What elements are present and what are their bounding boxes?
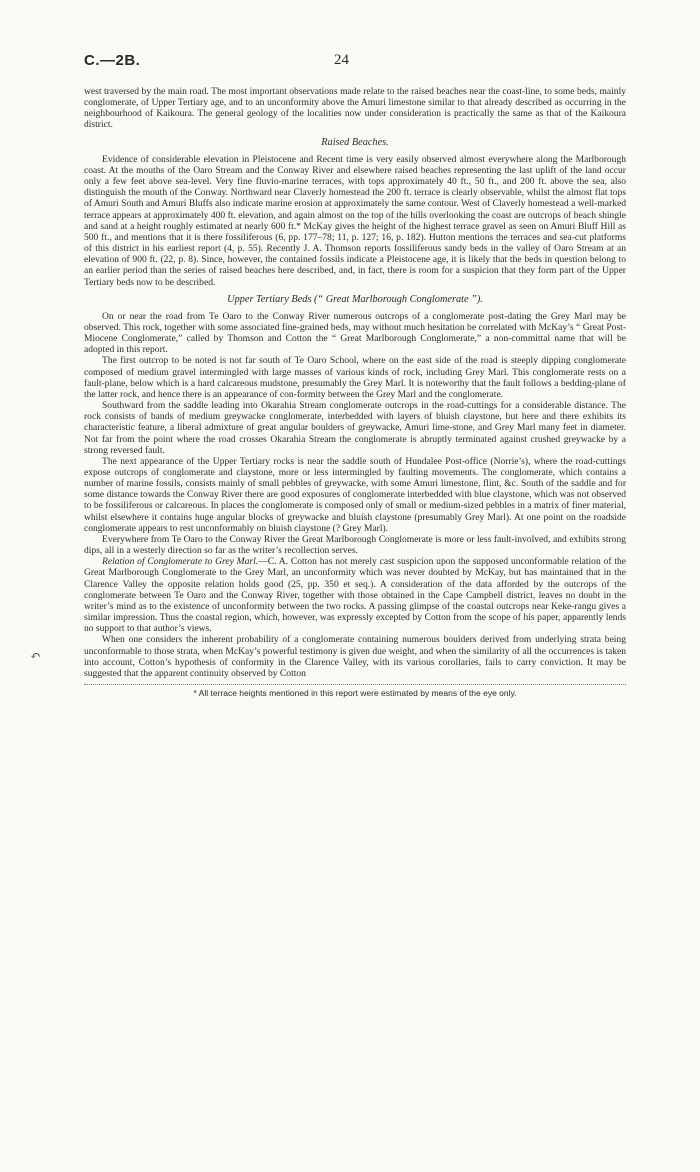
page-header (84, 52, 626, 78)
relation-paragraph (84, 556, 626, 634)
page-number: 24 (334, 52, 349, 68)
footnote: * All terrace heights mentioned in this report were estimated by means of the eye only. (193, 687, 517, 698)
relation-run-in-heading: Relation of Conglomerate to Grey Marl. (102, 556, 259, 568)
closing-paragraph: When one considers the inherent probability of a conglomerate containing numerous boulders derived from underlying strata being unconformable to those strata, when McKay’s powerful testimony is given due weight, and when the similarity of all the occurrences is taken into account, Cotton’s hypothesis of conformity in the Clarence Valley, with its various corollaries, fails to carry conviction. It may be suggested that the apparent continuity observed by Cotton (84, 634, 626, 679)
raised-beaches-paragraph: Evidence of considerable elevation in Pleistocene and Recent time is very easily observed almost everywhere along the Marlborough coast. At the mouths of the Oaro Stream and the Conway River and elsewhere raised beaches representing the last uplift of the land occur only a few feet above sea-level. Very fine fluvio-marine terraces, with tops approximately 40 ft., 50 ft., and 200 ft. above the sea, also distinguish the mouth of the Conway. Northward near Claverly homestead the 200 ft. terrace is clearly observable, whilst the almost flat tops of Amuri South and Amuri Bluffs also indicate marine erosion at approximately the same contour. West of Claverly homestead a well-marked terrace appears at approximately 400 ft. elevation, and again almost on the top of the hills overlooking the coast are outcrops of beach shingle and sand at a height roughly estimated at nearly 600 ft.* McKay gives the height of the highest terrace gravel as seen on Amuri Bluff Hill as 500 ft., and mentions that it is there fossiliferous (6, pp. 177–78; 11, p. 127; 16, p. 182). Hutton mentions the terraces and sea-cut platforms of this district in his earliest report (4, p. 55). Recently J. A. Thomson reports fossiliferous sandy beds in the valley of Oaro Stream at an elevation of 900 ft. (22, p. 8). Since, however, the contained fossils indicate a Pleistocene age, it is likely that the beds in question belong to an earlier period than the series of raised beaches here described, and, in fact, there is room for a suspicion that they form part of the Upper Tertiary beds now to be described. (84, 153, 626, 288)
upper-tertiary-paragraph-4: The next appearance of the Upper Tertiary rocks is near the saddle south of Hundalee Post-office (Norrie’s), where the road-cuttings expose outcrops of conglomerate and claystone, more or less intermingled by faulting movements. The conglomerate, which contains a number of marine fossils, consists mainly of small pebbles of greywacke, with some Amuri limestone, flint, &c. South of the saddle and for some distance towards the Conway River there are good exposures of conglomerate interbedded with blue claystone, which was not observed to be fossiliferous or calcareous. In places the conglomerate is composed only of small or medium-sized pebbles in a matrix of finer material, whilst elsewhere it contains huge angular blocks of greywacke and bluish claystone (presumably Grey Marl). At one point on the roadside conglomerate appears to rest unconformably on bluish claystone (? Grey Marl). (84, 455, 626, 534)
document-code: C.—2B. (84, 52, 141, 69)
upper-tertiary-paragraph-2: The first outcrop to be noted is not far south of Te Oaro School, where on the east side of the road is steeply dipping conglomerate composed of medium gravel intermingled with large masses of various kinds of rock, including Grey Marl. This conglomerate rests on a fault-plane, below which is a hard calcareous mudstone, presumably the Grey Marl. It is noteworthy that the fault follows a bedding-plane of the latter rock, and hence there is an appearance of con-formity between the Grey Marl and the conglomerate. (84, 355, 626, 400)
margin-annotation-mark: ↶ (30, 648, 41, 663)
intro-paragraph: west traversed by the main road. The most important observations made relate to the raised beaches near the coast-line, to some beds, mainly conglomerate, of Upper Tertiary age, and to an unconformity above the Amuri limestone similar to that already described as occurring in the neighbourhood of Kaikoura. The general geology of the localities now under consideration is practically the same as that of the Kaikoura district. (84, 86, 626, 131)
body-text (84, 86, 626, 699)
section-heading-upper-tertiary: Upper Tertiary Beds (“ Great Marlborough Conglomerate ”). (227, 293, 483, 305)
relation-paragraph-text: —C. A. Cotton has not merely cast suspicion upon the supposed unconformable relation of the Great Marlborough Conglomerate to the Grey Marl, an unconformity which was never doubted by McKay, but has maintained that in the Clarence Valley the opposite relation holds good (25, pp. 350 et seq.). A consideration of the data afforded by the outcrops of the conglomerate between Te Oaro and the Conway River, together with those obtained in the Cape Campbell district, leaves no doubt in the writer’s mind as to the existence of unconformity between the two rocks. A passing glimpse of the coastal outcrops near Keke-rangu gives a similar impression. Thus the coastal region, which, however, was expressly excepted by Cotton from the scope of his paper, apparently lends no support to that author’s views. (84, 556, 626, 635)
upper-tertiary-paragraph-3: Southward from the saddle leading into Okarahia Stream conglomerate outcrops in the road-cuttings for a considerable distance. The rock consists of bands of medium greywacke conglomerate, interbedded with layers of bluish claystone, but here and there exhibits its characteristic feature, a liberal admixture of great angular boulders of greywacke, Amuri lime-stone, and Grey Marl many feet in diameter. Not far from the point where the road crosses Okarahia Stream the conglomerate is abruptly terminated against crushed greywacke by a strong reversed fault. (84, 400, 626, 456)
upper-tertiary-paragraph-1: On or near the road from Te Oaro to the Conway River numerous outcrops of a conglomerate post-dating the Grey Marl may be observed. This rock, together with some associated fine-grained beds, may without much hesitation be correlated with McKay’s “ Great Post-Miocene Conglomerate,” called by Thomson and Cotton the “ Great Marlborough Conglomerate,” a non-committal name that will be adopted in this report. (84, 310, 626, 356)
footnote-rule (84, 684, 626, 685)
section-heading-raised-beaches: Raised Beaches. (321, 136, 389, 148)
upper-tertiary-paragraph-5: Everywhere from Te Oaro to the Conway River the Great Marlborough Conglomerate is more or less fault-involved, and exhibits strong dips, all in a westerly direction so far as the writer’s recollection serves. (84, 533, 626, 557)
